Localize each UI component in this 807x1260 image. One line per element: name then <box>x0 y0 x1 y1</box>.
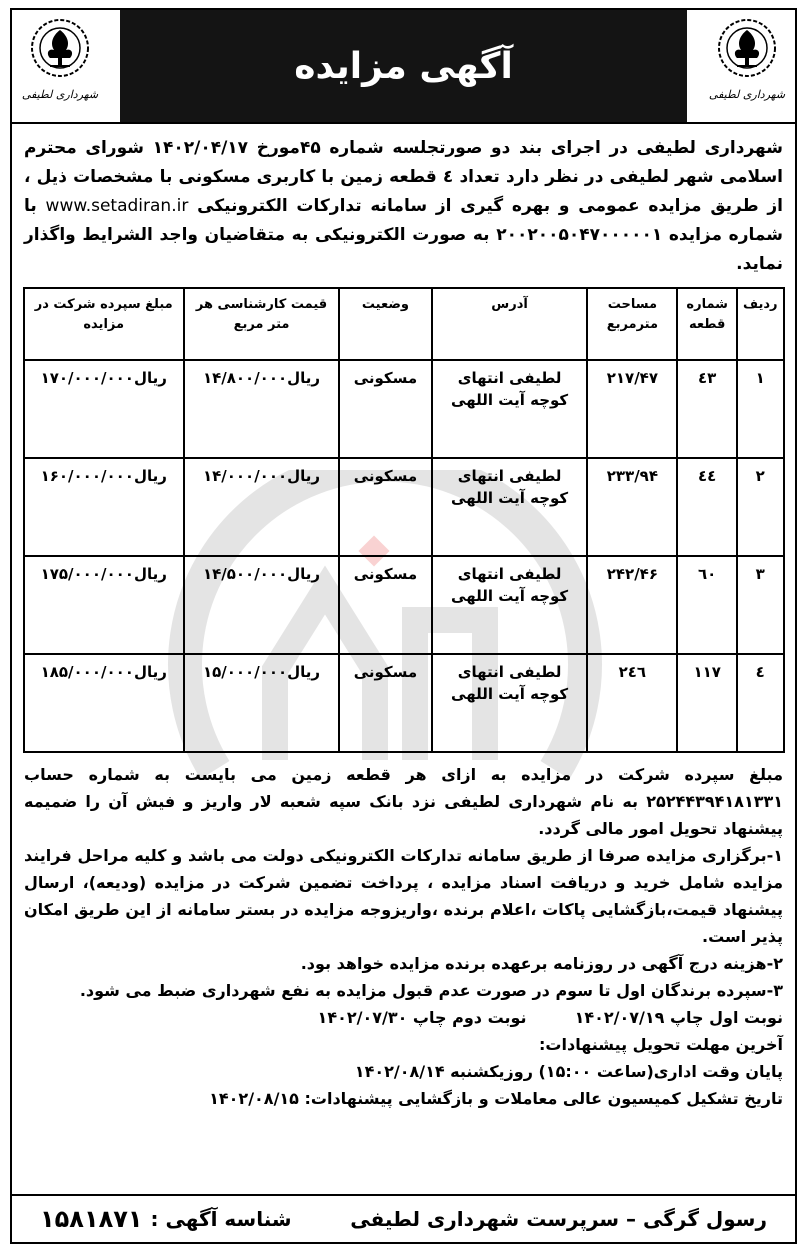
cell-status: مسکونی <box>339 654 432 752</box>
cell-status: مسکونی <box>339 458 432 556</box>
cell-index: ٣ <box>737 556 784 654</box>
cell-index: ١ <box>737 360 784 458</box>
auction-notice <box>10 8 797 1244</box>
condition-item-1: ١-برگزاری مزایده صرفا از طریق سامانه تدارکات الکترونیکی دولت می باشد و کلیه مراحل فرایند مزایده شامل خرید و دریافت اسناد مزایده ، پرداخت تضمین شرکت در مزایده (ودیعه)، ارسال پیشنهاد قیمت،بازگشایی پاکات ،اعلام برنده ،واریزوجه مزایده در بستر سامانه از این طریق امکان پذیر است. <box>24 846 783 946</box>
cell-area: ۲۳۳/۹۴ <box>587 458 677 556</box>
condition-item-2: ٢-هزینه درج آگهی در روزنامه برعهده برنده مزایده خواهد بود. <box>300 954 783 973</box>
cell-address: لطیفی انتهای کوچه آیت اللهی <box>432 654 587 752</box>
conditions-section <box>12 753 795 1112</box>
cell-price: ۱۴/۰۰۰/۰۰۰ریال <box>184 458 339 556</box>
intro-paragraph <box>12 124 795 283</box>
logo-caption: شهرداری لطیفی <box>708 88 786 101</box>
website-link[interactable]: www.setadiran.ir <box>45 196 189 216</box>
cell-deposit: ۱۷۵/۰۰۰/۰۰۰ریال <box>24 556 184 654</box>
lots-table <box>23 287 785 753</box>
deadline-title: آخرین مهلت تحویل پیشنهادات: <box>539 1035 783 1054</box>
cell-price: ۱۴/۵۰۰/۰۰۰ریال <box>184 556 339 654</box>
ad-id-value: ۱۵۸۱۸۷۱ <box>40 1205 143 1233</box>
header <box>12 10 795 124</box>
title-banner <box>120 10 687 122</box>
cell-address: لطیفی انتهای کوچه آیت اللهی <box>432 458 587 556</box>
table-row <box>24 458 784 556</box>
second-print-date: نوبت دوم چاپ ۱۴۰۲/۰۷/۳۰ <box>317 1008 527 1027</box>
col-deposit-header: مبلغ سپرده شرکت در مزایده <box>24 288 184 360</box>
cell-deposit: ۱۶۰/۰۰۰/۰۰۰ریال <box>24 458 184 556</box>
table-row <box>24 654 784 752</box>
cell-address: لطیفی انتهای کوچه آیت اللهی <box>432 360 587 458</box>
cell-deposit: ۱۷۰/۰۰۰/۰۰۰ریال <box>24 360 184 458</box>
cell-area: ٢٤٦ <box>587 654 677 752</box>
cell-index: ٢ <box>737 458 784 556</box>
cell-status: مسکونی <box>339 556 432 654</box>
ad-id-label: شناسه آگهی : <box>150 1207 292 1231</box>
deposit-note: مبلغ سپرده شرکت در مزایده به ازای هر قطعه زمین می بایست به شماره حساب ۲۵۲۴۴۳۹۴۱۸۱۳۳۱ به نام شهرداری لطیفی نزد بانک سپه شعبه لار واریز و فیش آن را ضمیمه پیشنهاد تحویل امور مالی گردد. <box>24 765 783 838</box>
col-address-header: آدرس <box>432 288 587 360</box>
table-header-row <box>24 288 784 360</box>
logo-caption: شهرداری لطیفی <box>21 88 99 101</box>
condition-item-3: ٣-سپرده برندگان اول تا سوم در صورت عدم قبول مزایده به نفع شهرداری ضبط می شود. <box>79 981 783 1000</box>
signature: رسول گرگی – سرپرست شهرداری لطیفی <box>350 1207 767 1231</box>
cell-index: ٤ <box>737 654 784 752</box>
table-row <box>24 556 784 654</box>
col-area-header: مساحت مترمربع <box>587 288 677 360</box>
commission-date: تاریخ تشکیل کمیسیون عالی معاملات و بازگشایی پیشنهادات: ۱۴۰۲/۰۸/۱۵ <box>209 1089 783 1108</box>
cell-deposit: ۱۸۵/۰۰۰/۰۰۰ریال <box>24 654 184 752</box>
emblem-icon <box>28 16 92 86</box>
cell-price: ۱۴/۸۰۰/۰۰۰ریال <box>184 360 339 458</box>
cell-lot: ٦٠ <box>677 556 737 654</box>
intro-text-after: با شماره مزایده ۲۰۰۲۰۰۵۰۴۷۰۰۰۰۰۱ به صورت الکترونیکی به متقاضیان واجد الشرایط واگذار نماید. <box>24 196 783 274</box>
municipality-logo-right <box>707 16 787 116</box>
cell-area: ۲۱۷/۴۷ <box>587 360 677 458</box>
cell-lot: ٤٤ <box>677 458 737 556</box>
cell-lot: ١١٧ <box>677 654 737 752</box>
cell-status: مسکونی <box>339 360 432 458</box>
municipality-logo-left <box>20 16 100 116</box>
col-price-header: قیمت کارشناسی هر متر مربع <box>184 288 339 360</box>
cell-area: ۲۴۲/۴۶ <box>587 556 677 654</box>
col-index-header: ردیف <box>737 288 784 360</box>
first-print-date: نوبت اول چاپ ۱۴۰۲/۰۷/۱۹ <box>574 1008 783 1027</box>
page-title: آگهی مزایده <box>294 45 513 87</box>
print-dates <box>24 1004 783 1031</box>
col-lot-header: شماره قطعه <box>677 288 737 360</box>
intro-text: شهرداری لطیفی در اجرای بند دو صورتجلسه شماره ۴۵مورخ ۱۴۰۲/۰۴/۱۷ شورای محترم اسلامی شهر لطیفی در نظر دارد تعداد ٤ قطعه زمین با کاربری مسکونی با مشخصات ذیل ، از طریق مزایده عمومی و بهره گیری از سامانه تدارکات الکترونیکی <box>24 138 784 216</box>
footer <box>12 1194 795 1242</box>
cell-price: ۱۵/۰۰۰/۰۰۰ریال <box>184 654 339 752</box>
emblem-icon <box>715 16 779 86</box>
cell-lot: ٤٣ <box>677 360 737 458</box>
col-status-header: وضعیت <box>339 288 432 360</box>
table-row <box>24 360 784 458</box>
deadline-text: پایان وقت اداری(ساعت ۱۵:۰۰) روزیکشنبه ۱۴۰۲/۰۸/۱۴ <box>354 1062 783 1081</box>
cell-address: لطیفی انتهای کوچه آیت اللهی <box>432 556 587 654</box>
